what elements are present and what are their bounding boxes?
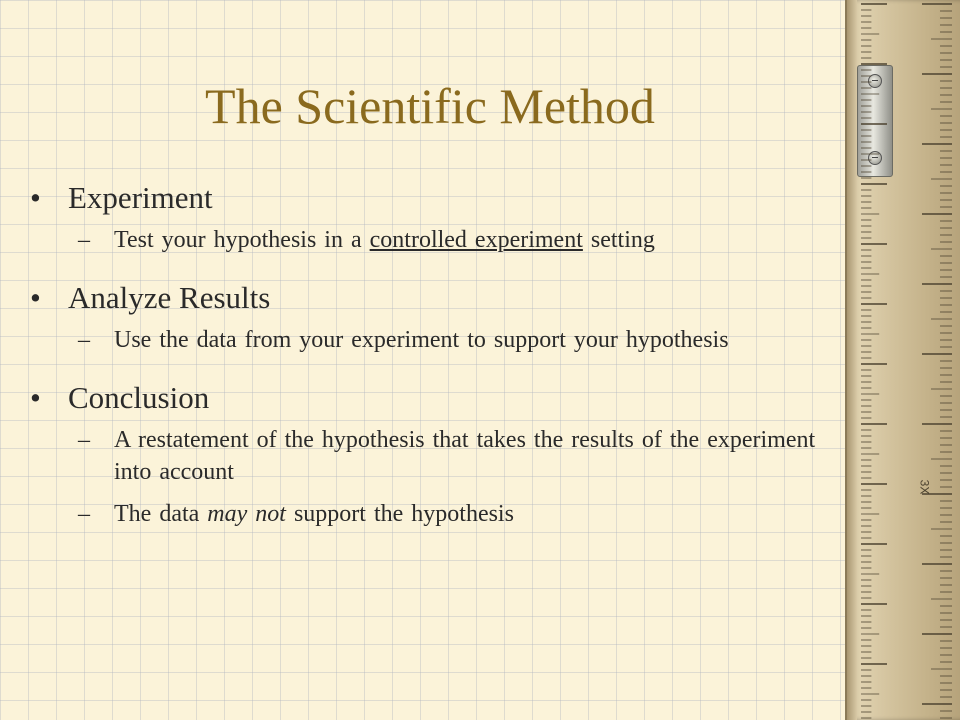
italic-term: may not xyxy=(207,501,286,528)
sub-point xyxy=(78,224,830,256)
ruler-mark: 3X xyxy=(917,479,932,495)
sub-point xyxy=(78,424,830,489)
dash-icon: – xyxy=(78,326,90,353)
ruler-ticks-left xyxy=(861,0,887,720)
underlined-term: controlled experiment xyxy=(369,226,583,253)
bullet-experiment xyxy=(30,180,830,216)
slide-title: The Scientific Method xyxy=(205,78,655,134)
ruler-ticks-right xyxy=(922,0,952,720)
sub-point-text: A restatement of the hypothesis that takes the results of the experiment into account xyxy=(114,426,816,486)
sub-point-text xyxy=(114,224,830,256)
bullet-analyze-results xyxy=(30,280,830,316)
bullet-heading: Analyze Results xyxy=(68,280,271,316)
sub-point-text-part: Test your hypothesis in a xyxy=(114,226,370,253)
bullet-icon: • xyxy=(30,180,41,215)
sub-point-text xyxy=(114,498,830,530)
sub-point-text-part: The data xyxy=(114,501,208,528)
ruler-decoration xyxy=(845,0,960,720)
dash-icon: – xyxy=(78,226,90,253)
bullet-conclusion xyxy=(30,380,830,416)
dash-icon: – xyxy=(78,501,90,528)
bullet-heading: Experiment xyxy=(68,180,213,215)
sub-point-text-part: support the hypothesis xyxy=(285,501,514,528)
slide-content xyxy=(30,180,830,541)
sub-point-text: Use the data from your experiment to support your hypothesis xyxy=(114,326,729,353)
bullet-icon: • xyxy=(30,280,41,316)
sub-point-text-part: setting xyxy=(582,226,655,253)
bullet-heading: Conclusion xyxy=(68,380,210,416)
ruler-edge xyxy=(847,0,857,720)
dash-icon: – xyxy=(78,426,90,453)
sub-point xyxy=(78,324,830,356)
bullet-icon: • xyxy=(30,380,41,416)
sub-point xyxy=(78,498,830,530)
